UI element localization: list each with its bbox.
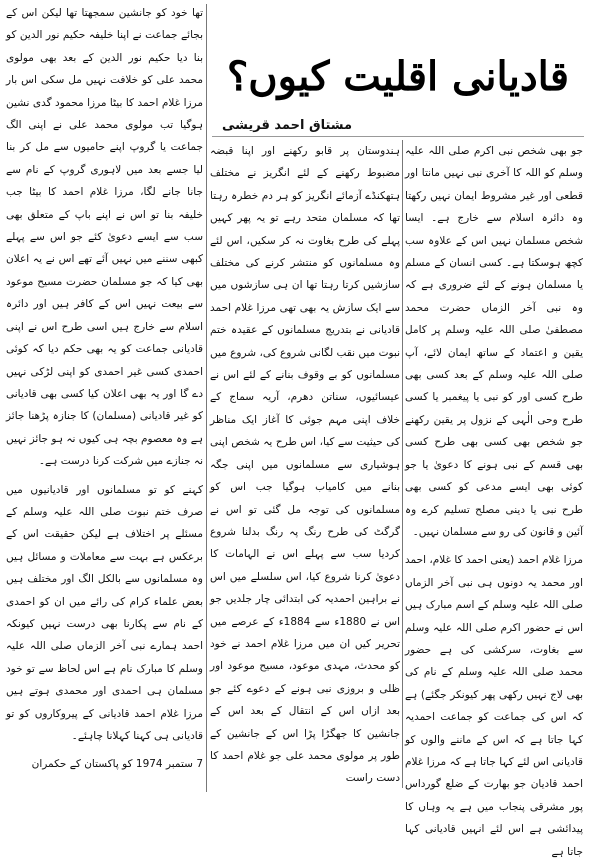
article-column-right <box>405 140 583 858</box>
paragraph: ہندوستان پر قابو رکھنے اور اپنا قبضہ مضبوط رکھنے کے لئے انگریز نے مختلف ہتھکنڈے آزمائے انگریز کو ہر دم خطرہ رہتا تھا کہ مسلمان متحد رہے تو یہ پھر کہیں پہلے کی طرح بغاوت نہ کر سکیں، اس لئے وہ مسلمانوں کو منتشر کرنے کی مختلف سازشیں کرتا رہتا تھا ان ہی سازشوں میں سے ایک سازش یہ بھی تھی مرزا غلام احمد قادیانی نے بتدریج مسلمانوں کے عقیدہ ختم نبوت میں نقب لگانی شروع کی، شروع میں مسلمانوں کو بے وقوف بنانے کے لئے اس نے عیسائیوں، سناتن دھرم، آریہ سماج کے خلاف اپنی مہم جوئی کا آغاز ایک مناظر کی حیثیت سے کیا، اس طرح یہ شخص اپنی ہوشیاری سے مسلمانوں میں اپنی جگہ بنانے میں کامیاب ہوگیا جب اس کو مسلمانوں کی توجہ مل گئی تو اس نے گرگٹ کی طرح رنگ پہ رنگ بدلنا شروع کردیا سب سے پہلے اس نے الہامات کا دعویٰ کرنا شروع کیا، اس سلسلے میں اس نے براہین احمدیہ کی ابتدائی چار جلدیں جو اس نے 1880ء سے 1884ء کے عرصے میں تحریر کیں ان میں مرزا غلام احمد نے خود کو محدث، مہدی موعود، مسیح موعود اور ظلی و بروزی نبی ہونے کے دعوے کئے جو بعد ازاں اس کے انتقال کے بعد اس کے جانشین کا جھگڑا پڑا اس کے جانشین کے طور پر مولوی محمد علی جو غلام احمد کا دست راست <box>210 145 400 785</box>
column-divider <box>402 140 403 788</box>
author-byline: مشتاق احمد قریشی <box>222 118 353 133</box>
paragraph: 7 ستمبر 1974 کو پاکستان کے حکمران <box>31 758 203 771</box>
paragraph: جو بھی شخص نبی اکرم صلی اللہ علیہ وسلم کو اللہ کا آخری نبی نہیں مانتا اور قطعی اور غیر مشروط ایمان نہیں رکھتا وہ دائرہ اسلام سے خارج ہے۔ ایسا شخص مسلمان نہیں اس کے علاوہ سب کچھ ہوسکتا ہے۔ کسی انسان کے مسلم یا مسلمان ہونے کے لئے ضروری ہے کہ وہ نبی آخر الزماں حضرت محمد مصطفیٰ صلی اللہ علیہ وسلم پر کامل یقین و اعتماد کے ساتھ ایمان لائے، آپ صلی اللہ علیہ وسلم کے بعد کسی بھی طرح کسی اور کو نبی یا پیغمبر یا کسی طرح وحی الٰہی کے نزول پر یقین رکھنے جو شخص بھی کسی بھی طرح کسی بھی قسم کے نبی ہونے کا دعویٰ یا جو کوئی بھی ایسے مدعی کو کسی بھی طرح نبی یا دینی مصلح تسلیم کرے وہ آئین و قانون کی رو سے مسلمان نہیں۔ <box>405 145 583 538</box>
byline-rule <box>212 136 584 137</box>
article-headline <box>212 45 584 115</box>
paragraph: تھا خود کو جانشین سمجھتا تھا لیکن اس کے بجائے جماعت نے اپنا خلیفہ حکیم نور الدین کو بنا دیا حکیم نور الدین کے بعد بھی مولوی محمد علی کو خلافت نہیں مل سکی اس بار مرزا غلام احمد کا بیٹا مرزا محمود گدی نشین ہوگیا تب مولوی محمد علی نے اپنی الگ جماعت یا گروپ اپنے حامیوں سے مل کر بنا لیا جسے بعد میں لاہوری گروپ کے نام سے جانا جانے لگا، مرزا غلام احمد کا بیٹا جب خلیفہ بنا تو اس نے اپنے باپ کے متعلق بھی سب سے ایسے دعویٰ کئے جو اس سے پہلے کبھی سننے میں نہیں آئے تھے اس نے یہ اعلان بھی کیا کہ جو مسلمان حضرت مسیح موعود سے بیعت نہیں اس کے کافر ہیں اور دائرہ اسلام سے خارج ہیں اسی طرح اس نے اپنی قادیانی جماعت کو یہ بھی حکم دیا کہ کوئی احمدی کسی غیر احمدی کو اپنی لڑکی نہیں دے گا اور یہ بھی اعلان کیا کسی بھی قادیانی کو غیر قادیانی (مسلمان) کا جنازہ پڑھنا جائز ہے وہ معصوم بچہ ہی کیوں نہ ہو جائز نہیں نہ جنازے میں شرکت کرنا درست ہے۔ <box>6 7 203 468</box>
paragraph: مرزا غلام احمد (یعنی احمد کا غلام، احمد اور محمد یہ دونوں ہی نبی آخر الزماں صلی اللہ علیہ وسلم کے اسم مبارک ہیں اس نے حضور اکرم صلی اللہ علیہ وسلم سے بغاوت، سرکشی کی ہے حضور محمد صلی اللہ علیہ وسلم کے نام کی بھی لاج نہیں رکھی پھر کیونکر جگئے) ہے کہ اس کی جماعت کو جماعت احمدیہ کہا جاتا ہے کہ اس کے ماننے والوں کو قادیانی اس لئے کہا جاتا ہے کہ مرزا غلام احمد قادیان جو بھارت کے ضلع گورداس پور مشرقی پنجاب میں ہے یہ وہاں کا پیدائشی ہے اس لئے انہیں قادیانی کہا جاتا ہے <box>405 554 583 858</box>
article-column-middle <box>210 140 400 790</box>
paragraph: کہنے کو تو مسلمانوں اور قادیانیوں میں صرف ختم نبوت صلی اللہ علیہ وسلم کے مسئلے پر اختلاف ہے لیکن حقیقت اس کے برعکس ہے بہت سے معاملات و مسائل ہیں وہ مسلمانوں سے بالکل الگ اور مختلف ہیں بعض علماء کرام کی رائے میں ان کو احمدی کے نام سے پکارنا بھی درست نہیں کیونکہ احمد ہمارے نبی آخر الزماں صلی اللہ علیہ وسلم کا مبارک نام ہے اس لحاظ سے تو خود مسلمان ہی احمدی اور محمدی ہوتے ہیں مرزا غلام احمد قادیانی کے پیروکاروں کو تو قادیانی ہی کہنا کہلانا چاہئے۔ <box>6 483 203 742</box>
headline-text: قادیانی اقلیت کیوں؟ <box>227 53 569 100</box>
column-divider <box>206 4 207 792</box>
article-column-left <box>6 2 203 792</box>
